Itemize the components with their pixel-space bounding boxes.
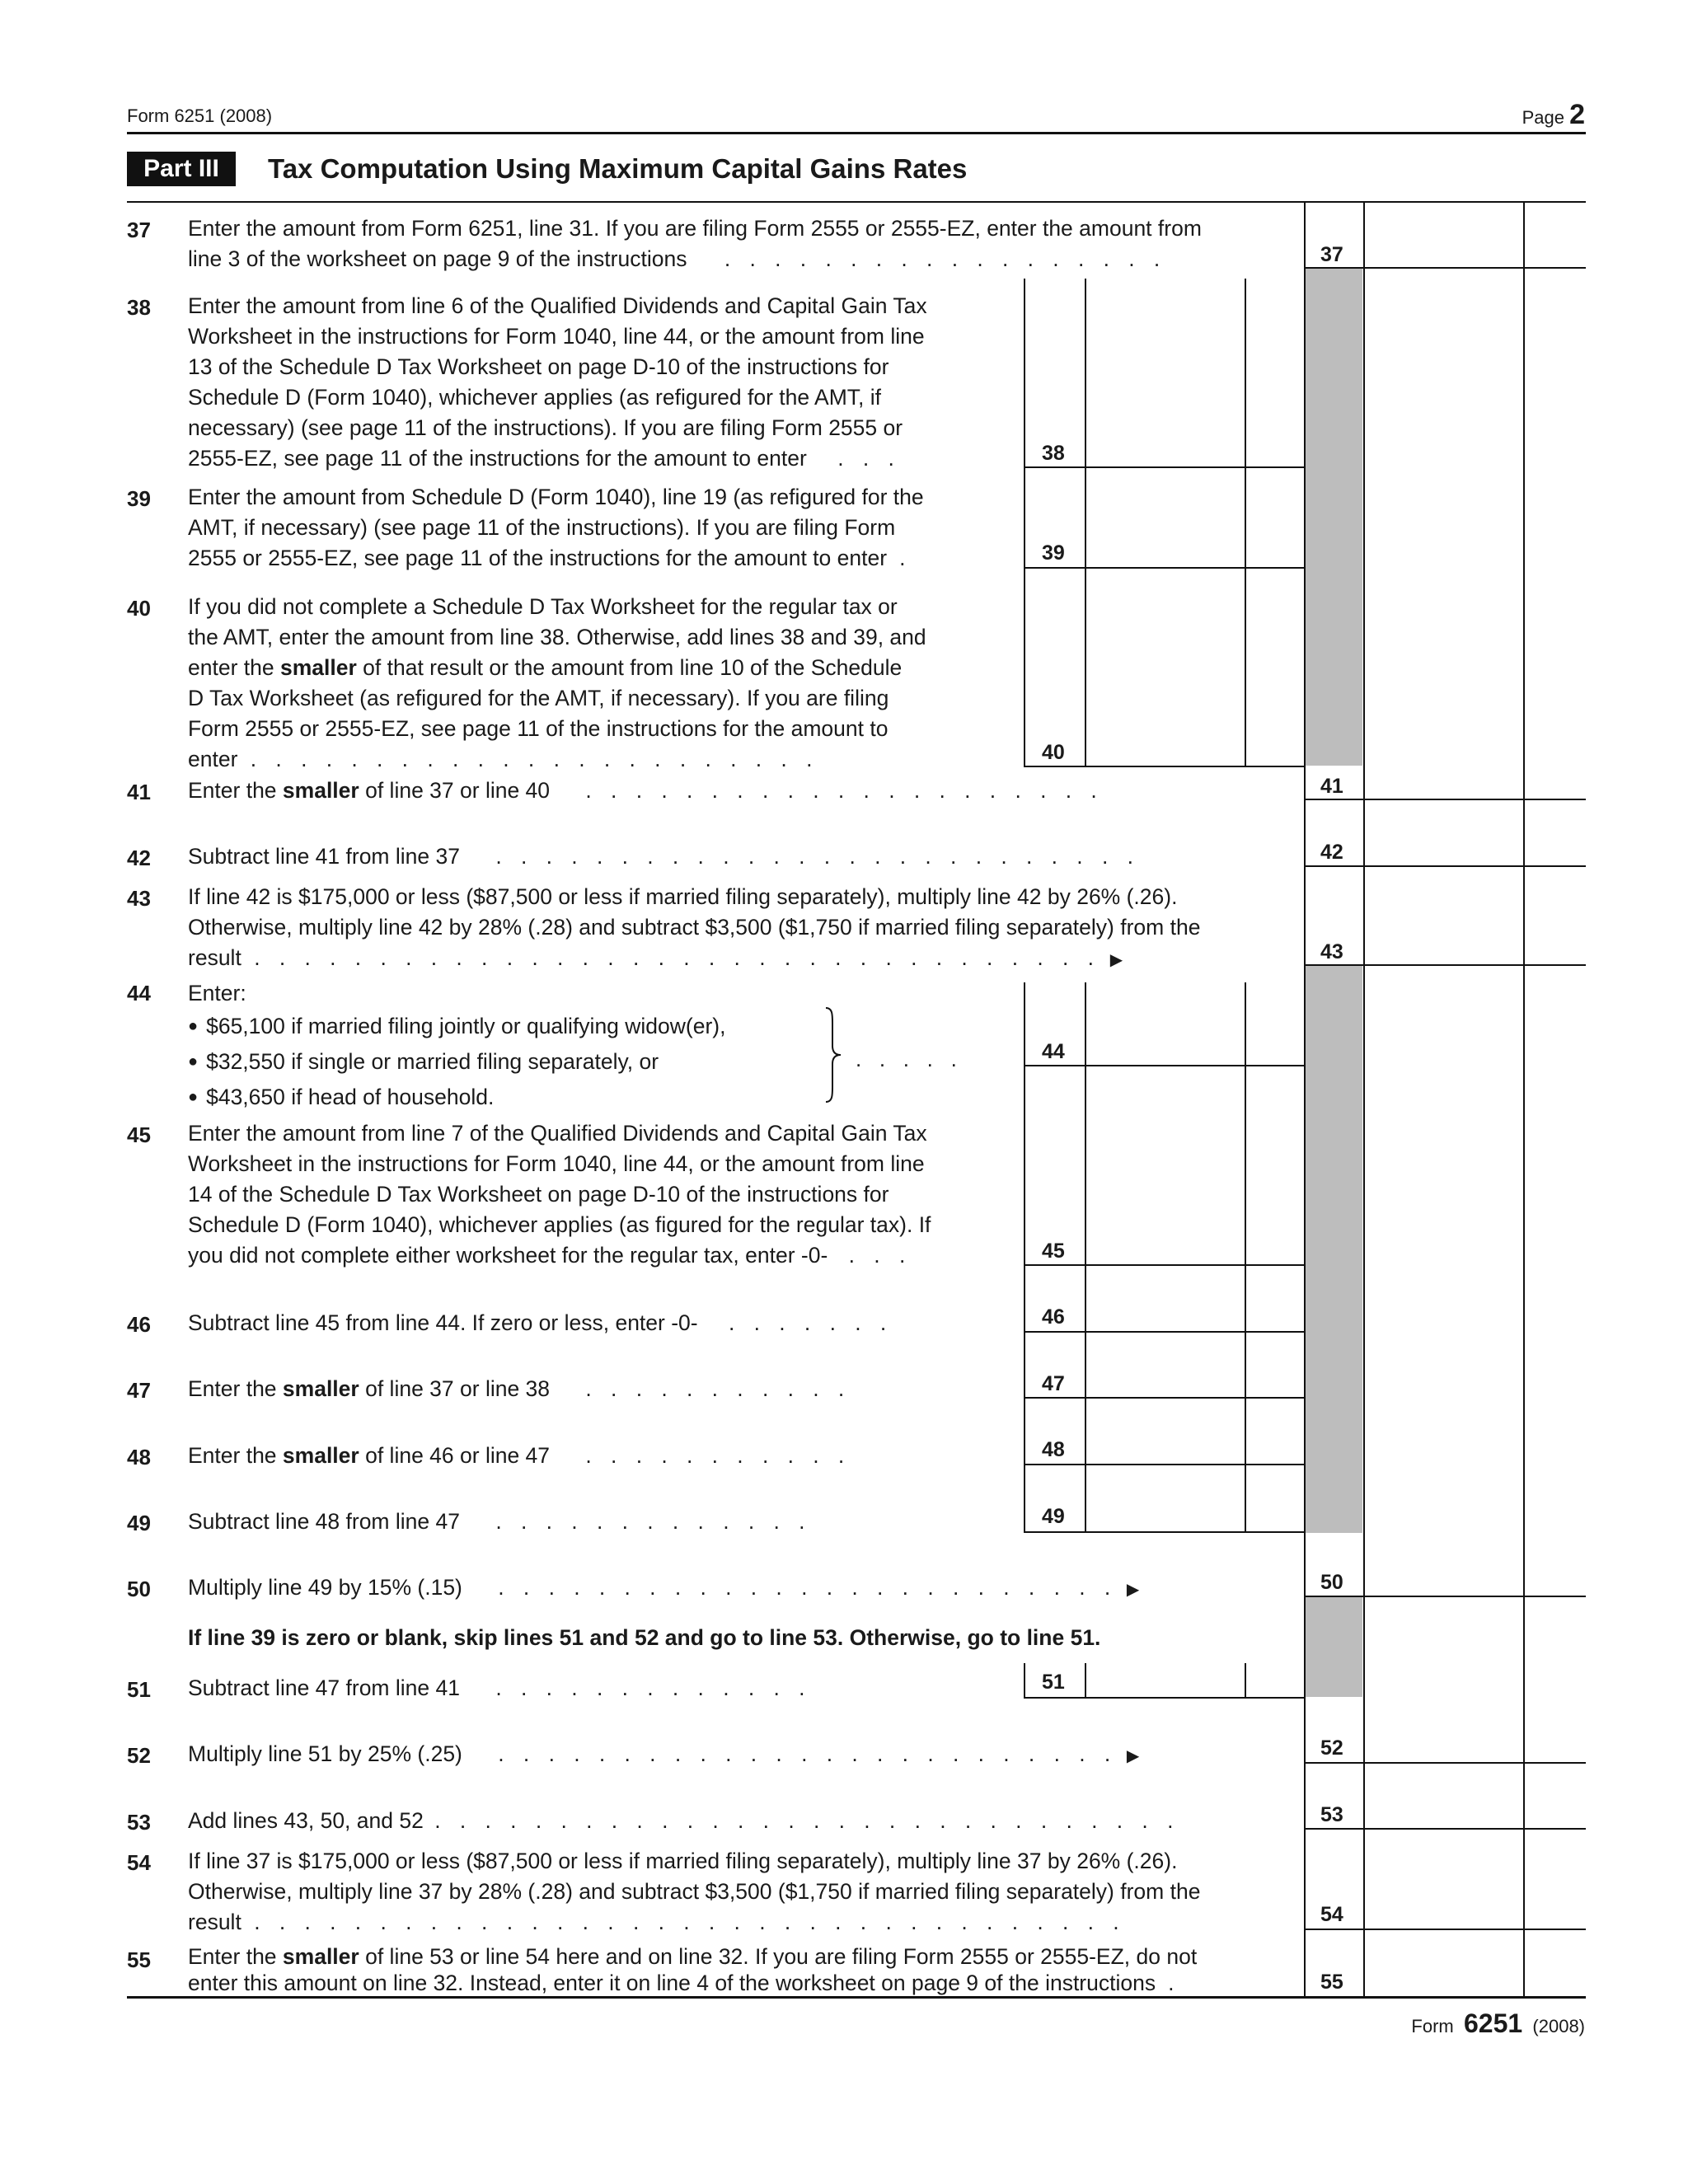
line-38-text: Enter the amount from line 6 of the Qualified Dividends and Capital Gain Tax Worksheet in the instructions for Form 1040, line 44, or the amount from line 13 of the Schedule D Tax Worksheet on page D-10 of the instructions for Schedule D (Form 1040), whichever applies (as refigured for the AMT, if necessary) (see page 11 of the instructions). If you are filing Form 2555 or 2555-EZ, see page 11 of the instructions for the amount to enter . . . [188, 293, 927, 471]
amount-field-41[interactable] [1365, 767, 1522, 798]
line-47-text: Enter the smaller of line 37 or line 38 . . . . . . . . . . . [188, 1376, 845, 1401]
line-number-45: 45 [127, 1122, 151, 1147]
box-label-50: 50 [1320, 1571, 1343, 1594]
line-number-54: 54 [127, 1850, 151, 1875]
line-42-text: Subtract line 41 from line 37 . . . . . . . . . . . . . . . . . . . . . . . . . . [188, 844, 1134, 869]
line-number-38: 38 [127, 295, 151, 320]
skip-instruction: If line 39 is zero or blank, skip lines 51 and 52 and go to line 53. Otherwise, go to line 51. [188, 1625, 1101, 1650]
line-49-text: Subtract line 48 from line 47 . . . . . . . . . . . . . [188, 1509, 805, 1534]
box-label-42: 42 [1320, 841, 1343, 864]
line-37-text: Enter the amount from Form 6251, line 31. If you are filing Form 2555 or 2555-EZ, enter the amount from line 3 of the worksheet on page 9 of the instructions . . . . . . . . . . . . . . . . . . [188, 216, 1202, 271]
box-label-39: 39 [1042, 541, 1065, 565]
line-number-40: 40 [127, 596, 151, 621]
line-40-text: If you did not complete a Schedule D Tax Worksheet for the regular tax or the AMT, enter the amount from line 38. Otherwise, add lines 38 and 39, and enter the smaller of that result or the amount from line 10 of the Schedule D Tax Worksheet (as refigured for the AMT, if necessary). If you are filing Form 2555 or 2555-EZ, see page 11 of the instructions for the amount to enter . . . . . . . . . . . . . . . . . . . . . . . [188, 594, 926, 771]
line-number-55: 55 [127, 1947, 151, 1972]
line-53-text: Add lines 43, 50, and 52 . . . . . . . . . . . . . . . . . . . . . . . . . . . . . . [188, 1808, 1174, 1833]
line-51-text: Subtract line 47 from line 41 . . . . . . . . . . . . . [188, 1675, 805, 1700]
arrow-52: ▶ [1126, 1747, 1140, 1765]
line-number-41: 41 [127, 780, 151, 804]
dots-44: . . . . . [856, 1047, 957, 1071]
box-label-43: 43 [1320, 940, 1343, 963]
box-label-40: 40 [1042, 741, 1065, 764]
header-rule [127, 132, 1586, 134]
box-label-37: 37 [1320, 243, 1343, 266]
line-number-52: 52 [127, 1743, 151, 1768]
line-number-37: 37 [127, 218, 151, 242]
line-48-text: Enter the smaller of line 46 or line 47 . . . . . . . . . . . [188, 1443, 845, 1468]
box-label-41: 41 [1320, 775, 1343, 798]
line-number-48: 48 [127, 1445, 151, 1469]
form-footer [1411, 2008, 1585, 2039]
line-number-53: 53 [127, 1810, 151, 1835]
brace-icon [823, 1006, 842, 1104]
line-number-42: 42 [127, 846, 151, 870]
line-54-text: If line 37 is $175,000 or less ($87,500 or less if married filing separately), multiply line 37 by 26% (.26). Otherwise, multiply line 37 by 28% (.28) and subtract $3,500 ($1,750 if married filing separately) from the result . . . . . . . . . . . . . . . . . . . . . . . . . . . . . . . . . . . [188, 1849, 1201, 1934]
amount-field-40[interactable] [1086, 569, 1243, 764]
page-label: Page [1522, 107, 1564, 128]
line-number-50: 50 [127, 1577, 151, 1601]
box-label-45: 45 [1042, 1240, 1065, 1263]
part-title: Tax Computation Using Maximum Capital Gains Rates [268, 153, 968, 184]
footer-prefix: Form [1411, 2016, 1454, 2036]
page-number [1522, 99, 1585, 131]
footer-form-number: 6251 [1463, 2008, 1523, 2038]
box-label-49: 49 [1042, 1505, 1065, 1528]
box-label-48: 48 [1042, 1438, 1065, 1461]
line-number-39: 39 [127, 486, 151, 511]
box-label-38: 38 [1042, 442, 1065, 465]
amount-field-38[interactable] [1086, 280, 1243, 465]
line-45-text: Enter the amount from line 7 of the Qualified Dividends and Capital Gain Tax Worksheet in the instructions for Form 1040, line 44, or the amount from line 14 of the Schedule D Tax Worksheet on page D-10 of the instructions for Schedule D (Form 1040), whichever applies (as figured for the regular tax). If you did not complete either worksheet for the regular tax, enter -0- . . . [188, 1121, 931, 1268]
arrow-50: ▶ [1126, 1581, 1140, 1599]
amount-field-42[interactable] [1365, 800, 1522, 864]
box-label-46: 46 [1042, 1305, 1065, 1329]
box-label-52: 52 [1320, 1736, 1343, 1760]
box-label-51: 51 [1042, 1671, 1065, 1694]
line-52-text: Multiply line 51 by 25% (.25) . . . . . . . . . . . . . . . . . . . . . . . . . ▶ [188, 1741, 1140, 1766]
line-44-text: Enter: ● $65,100 if married filing jointly or qualifying widow(er), ● $32,550 if single or married filing separately, or ● $43,650 if head of household. [188, 977, 979, 1116]
arrow-43: ▶ [1109, 951, 1123, 969]
page-num-value: 2 [1569, 99, 1585, 130]
line-number-43: 43 [127, 886, 151, 911]
box-label-55: 55 [1320, 1971, 1343, 1994]
line-number-49: 49 [127, 1511, 151, 1535]
line-43-text: If line 42 is $175,000 or less ($87,500 or less if married filing separately), multiply line 42 by 26% (.26). Otherwise, multiply line 42 by 28% (.28) and subtract $3,500 ($1,750 if married filing separately) from the result . . . . . . . . . . . . . . . . . . . . . . . . . . . . . . . . . . ▶ [188, 884, 1201, 970]
line-number-44: 44 [127, 981, 151, 1005]
line-50-text: Multiply line 49 by 15% (.15) . . . . . . . . . . . . . . . . . . . . . . . . . ▶ [188, 1575, 1140, 1600]
line-39-text: Enter the amount from Schedule D (Form 1040), line 19 (as refigured for the AMT, if necessary) (see page 11 of the instructions). If you are filing Form 2555 or 2555-EZ, see page 11 of the instructions for the amount to enter . [188, 485, 924, 570]
box-label-44: 44 [1042, 1040, 1065, 1063]
line-number-46: 46 [127, 1312, 151, 1337]
amount-field-39[interactable] [1086, 468, 1243, 565]
part-badge: Part III [127, 152, 236, 186]
line-41-text: Enter the smaller of line 37 or line 40 . . . . . . . . . . . . . . . . . . . . . [188, 778, 1098, 803]
box-label-47: 47 [1042, 1372, 1065, 1395]
form-id-header: Form 6251 (2008) [127, 105, 273, 126]
line-number-47: 47 [127, 1378, 151, 1403]
amount-field-43[interactable] [1365, 867, 1522, 963]
line-46-text: Subtract line 45 from line 44. If zero or less, enter -0- . . . . . . . [188, 1310, 887, 1335]
box-label-53: 53 [1320, 1803, 1343, 1826]
amount-field-37[interactable] [1365, 203, 1522, 265]
footer-year: (2008) [1532, 2016, 1585, 2036]
box-label-54: 54 [1320, 1903, 1343, 1926]
line-number-51: 51 [127, 1677, 151, 1702]
line-55-text: Enter the smaller of line 53 or line 54 here and on line 32. If you are filing Form 2555 or 2555-EZ, do not enter this amount on line 32. Instead, enter it on line 4 of the worksheet on page 9 of the instructions . [188, 1944, 1198, 1995]
